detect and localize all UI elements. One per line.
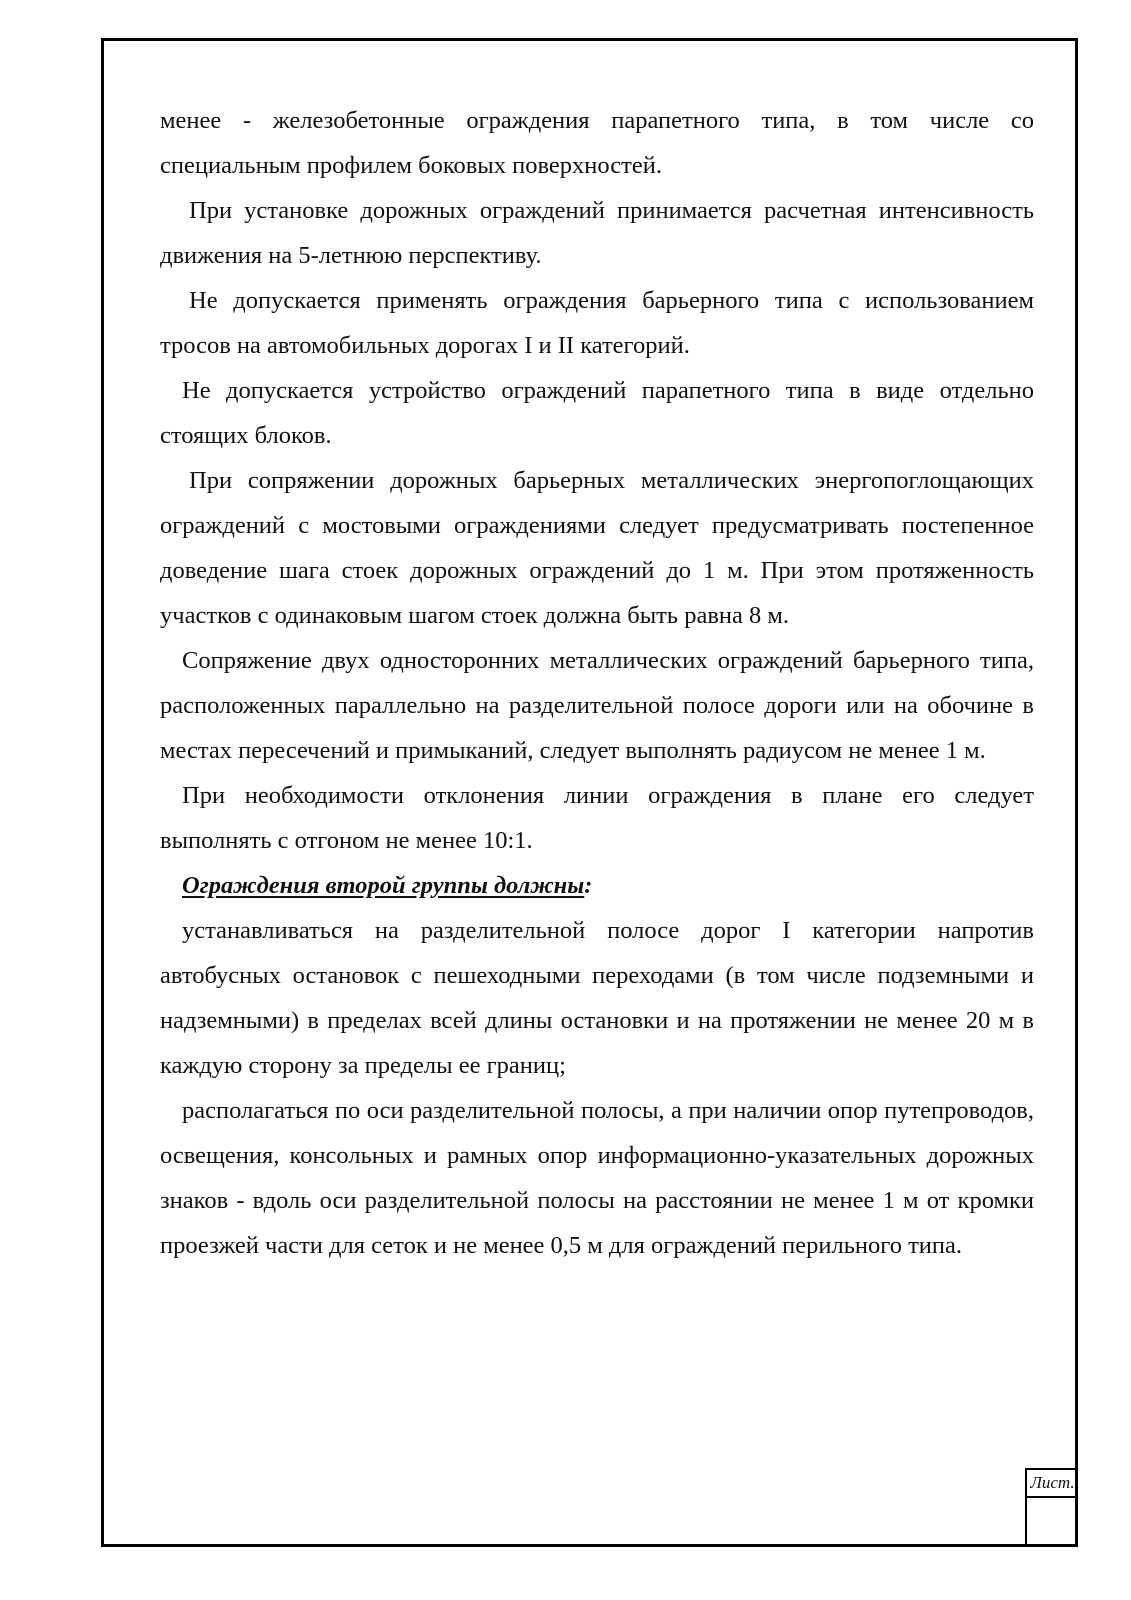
paragraph: Не допускается устройство ограждений парапетного типа в виде отдельно стоящих блоков.: [160, 377, 1034, 449]
paragraph: Не допускается применять ограждения барьерного типа с использованием тросов на автомобильных дорогах I и II категорий.: [160, 287, 1034, 359]
section-heading: [160, 863, 1034, 908]
section-heading-colon: :: [584, 872, 593, 899]
sheet-label: Лист.: [1027, 1470, 1078, 1498]
paragraph: При установке дорожных ограждений принимается расчетная интенсивность движения на 5-летнюю перспективу.: [160, 197, 1034, 269]
section-heading-text: Ограждения второй группы должны: [182, 872, 585, 899]
title-block-stamp: [1025, 1468, 1078, 1547]
paragraph: менее - железобетонные ограждения парапетного типа, в том числе со специальным профилем боковых поверхностей.: [160, 107, 1034, 179]
list-item: располагаться по оси разделительной полосы, а при наличии опор путепроводов, освещения, консольных и рамных опор информационно-указательных дорожных знаков - вдоль оси разделительной полосы на расстоянии не менее 1 м от кромки проезжей части для сеток и не менее 0,5 м для ограждений перильного типа.: [160, 1097, 1034, 1259]
paragraph: При сопряжении дорожных барьерных металлических энергопоглощающих ограждений с мостовыми ограждениями следует предусматривать постепенное доведение шага стоек дорожных ограждений до 1 м. При этом протяженность участков с одинаковым шагом стоек должна быть равна 8 м.: [160, 467, 1034, 629]
paragraph: При необходимости отклонения линии ограждения в плане его следует выполнять с отгоном не менее 10:1.: [160, 782, 1034, 854]
paragraph: Сопряжение двух односторонних металлических ограждений барьерного типа, расположенных параллельно на разделительной полосе дороги или на обочине в местах пересечений и примыканий, следует выполнять радиусом не менее 1 м.: [160, 647, 1034, 764]
document-body: [160, 98, 1034, 1268]
list-item: устанавливаться на разделительной полосе дорог I категории напротив автобусных остановок с пешеходными переходами (в том числе подземными и надземными) в пределах всей длины остановки и на протяжении не менее 20 м в каждую сторону за пределы ее границ;: [160, 917, 1034, 1079]
